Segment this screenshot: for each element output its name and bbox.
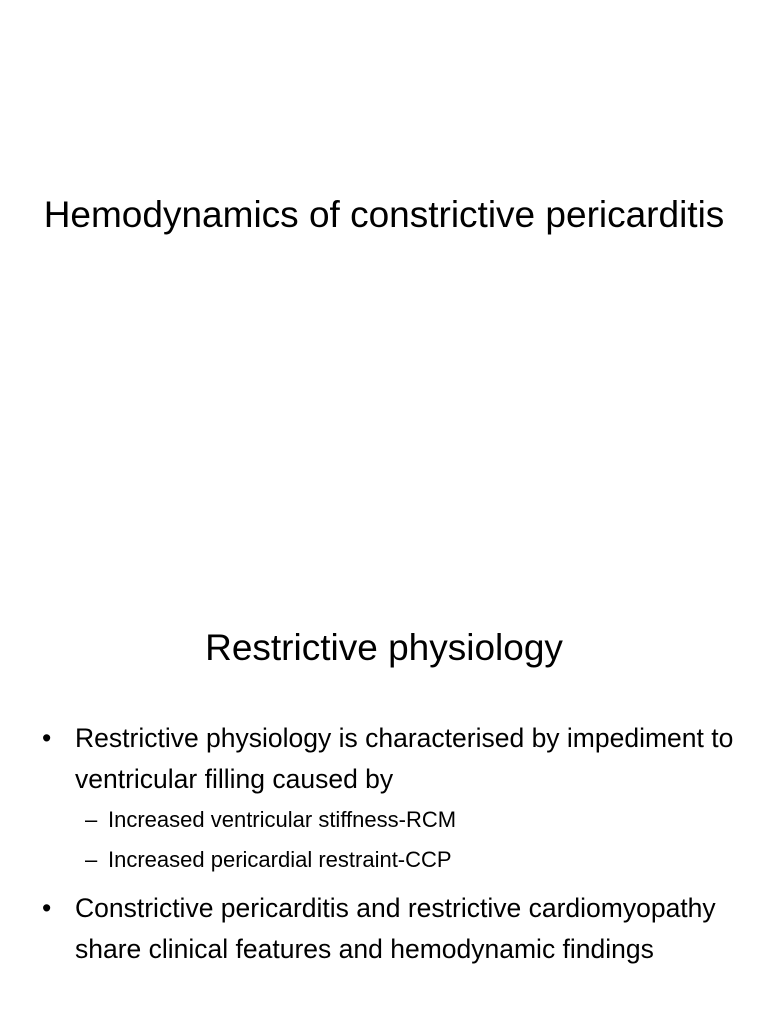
dash-marker: – <box>85 847 98 872</box>
sub-bullet-list <box>75 800 740 880</box>
bullet-list <box>40 718 740 978</box>
bullet-marker: • <box>42 723 52 753</box>
slide-2-title: Restrictive physiology <box>205 627 563 668</box>
bullet-item <box>40 718 740 880</box>
slide-1-title: Hemodynamics of constrictive pericarditis <box>43 194 725 235</box>
sub-bullet-text: Increased ventricular stiffness-RCM <box>108 807 457 832</box>
sub-bullet-text: Increased pericardial restraint-CCP <box>108 847 452 872</box>
bullet-text: Restrictive physiology is characterised by impediment to ventricular filling caused by <box>75 723 734 794</box>
bullet-item <box>40 888 740 970</box>
dash-marker: – <box>85 807 98 832</box>
bullet-text: Constrictive pericarditis and restrictive cardiomyopathy share clinical features and hemodynamic findings <box>75 893 716 964</box>
sub-bullet-item <box>75 800 740 840</box>
bullet-marker: • <box>42 893 52 923</box>
sub-bullet-item <box>75 840 740 880</box>
